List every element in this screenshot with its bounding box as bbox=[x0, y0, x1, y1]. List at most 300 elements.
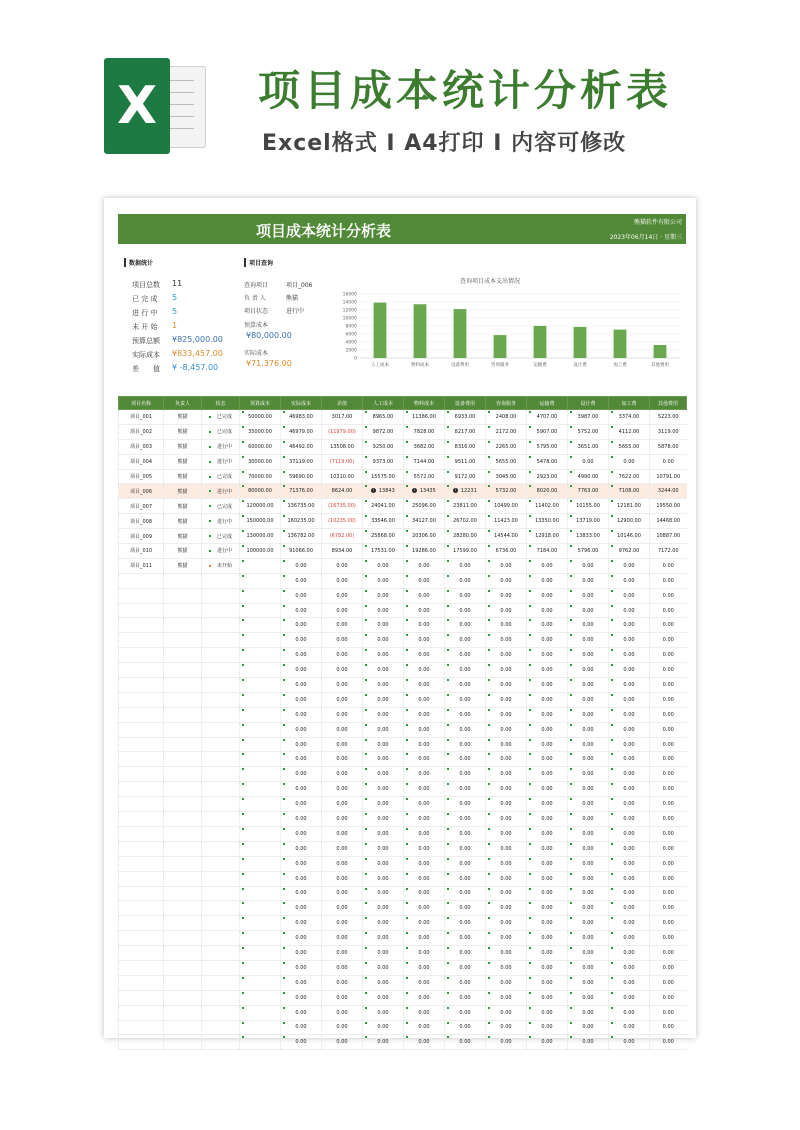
table-cell[interactable]: 0.00 bbox=[527, 1005, 568, 1020]
table-cell[interactable] bbox=[164, 1005, 202, 1020]
table-cell[interactable]: 0.00 bbox=[445, 573, 486, 588]
table-cell[interactable]: 2408.00 bbox=[486, 410, 527, 425]
table-cell[interactable]: 28280.00 bbox=[445, 529, 486, 544]
table-cell[interactable]: 0.00 bbox=[322, 722, 363, 737]
table-cell[interactable]: 0.00 bbox=[486, 752, 527, 767]
table-cell[interactable] bbox=[164, 856, 202, 871]
table-cell[interactable] bbox=[164, 603, 202, 618]
table-cell[interactable]: 0.00 bbox=[609, 633, 650, 648]
table-cell[interactable]: 进行中 bbox=[202, 454, 240, 469]
table-cell[interactable] bbox=[164, 618, 202, 633]
table-cell[interactable]: 0.00 bbox=[322, 1035, 363, 1050]
table-cell[interactable]: 进行中 bbox=[202, 544, 240, 559]
table-cell[interactable]: 0.00 bbox=[363, 633, 404, 648]
table-cell[interactable]: 0.00 bbox=[363, 826, 404, 841]
table-cell[interactable] bbox=[164, 737, 202, 752]
table-cell[interactable]: 6736.00 bbox=[486, 544, 527, 559]
table-cell[interactable] bbox=[164, 648, 202, 663]
table-cell[interactable]: 0.00 bbox=[486, 737, 527, 752]
table-cell[interactable]: 8965.00 bbox=[363, 410, 404, 425]
table-cell[interactable] bbox=[119, 588, 164, 603]
table-cell[interactable]: 26702.00 bbox=[445, 514, 486, 529]
table-cell[interactable] bbox=[164, 931, 202, 946]
table-cell[interactable] bbox=[202, 990, 240, 1005]
table-cell[interactable]: 0.00 bbox=[363, 1035, 404, 1050]
table-cell[interactable]: 0.00 bbox=[609, 812, 650, 827]
table-cell[interactable]: 0.00 bbox=[527, 588, 568, 603]
table-cell[interactable]: 91066.00 bbox=[281, 544, 322, 559]
table-cell[interactable]: 0.00 bbox=[568, 871, 609, 886]
table-cell[interactable]: 0.00 bbox=[486, 618, 527, 633]
table-cell[interactable]: 熊猫 bbox=[164, 514, 202, 529]
table-row[interactable] bbox=[119, 469, 687, 484]
table-cell[interactable]: 0.00 bbox=[568, 1005, 609, 1020]
table-cell[interactable]: 0.00 bbox=[363, 588, 404, 603]
table-cell[interactable]: 0.00 bbox=[527, 856, 568, 871]
table-cell[interactable] bbox=[240, 663, 281, 678]
table-cell[interactable]: 0.00 bbox=[322, 558, 363, 573]
table-cell[interactable] bbox=[202, 1005, 240, 1020]
table-cell[interactable]: 0.00 bbox=[445, 648, 486, 663]
table-row[interactable] bbox=[119, 424, 687, 439]
table-cell[interactable]: 3244.00 bbox=[650, 484, 687, 499]
table-row[interactable] bbox=[119, 499, 687, 514]
table-cell[interactable]: 0.00 bbox=[609, 856, 650, 871]
table-cell[interactable]: 熊猫 bbox=[164, 558, 202, 573]
table-cell[interactable] bbox=[202, 931, 240, 946]
table-cell[interactable] bbox=[202, 663, 240, 678]
table-cell[interactable]: 0.00 bbox=[527, 767, 568, 782]
table-cell[interactable]: 0.00 bbox=[609, 722, 650, 737]
table-cell[interactable]: 0.00 bbox=[486, 678, 527, 693]
table-cell[interactable] bbox=[240, 886, 281, 901]
table-cell[interactable] bbox=[164, 871, 202, 886]
table-cell[interactable]: 0.00 bbox=[650, 826, 687, 841]
table-cell[interactable]: 项目_009 bbox=[119, 529, 164, 544]
table-cell[interactable]: 0.00 bbox=[445, 1035, 486, 1050]
table-cell[interactable] bbox=[164, 826, 202, 841]
table-cell[interactable]: 0.00 bbox=[281, 648, 322, 663]
table-cell[interactable]: 0.00 bbox=[527, 1035, 568, 1050]
table-cell[interactable]: 10499.00 bbox=[486, 499, 527, 514]
table-cell[interactable] bbox=[119, 782, 164, 797]
table-cell[interactable]: 项目_006 bbox=[119, 484, 164, 499]
table-cell[interactable] bbox=[202, 737, 240, 752]
table-cell[interactable]: 0.00 bbox=[568, 841, 609, 856]
table-cell[interactable]: 11423.00 bbox=[486, 514, 527, 529]
table-cell[interactable]: 项目_004 bbox=[119, 454, 164, 469]
table-cell[interactable]: 0.00 bbox=[568, 931, 609, 946]
table-cell[interactable] bbox=[202, 633, 240, 648]
table-cell[interactable] bbox=[119, 975, 164, 990]
table-cell[interactable]: 0.00 bbox=[363, 678, 404, 693]
table-row[interactable] bbox=[119, 737, 687, 752]
table-cell[interactable]: 3017.00 bbox=[322, 410, 363, 425]
table-cell[interactable]: 0.00 bbox=[527, 752, 568, 767]
table-cell[interactable]: 0.00 bbox=[404, 737, 445, 752]
table-cell[interactable] bbox=[119, 826, 164, 841]
table-cell[interactable]: 0.00 bbox=[650, 692, 687, 707]
table-cell[interactable]: 已完成 bbox=[202, 529, 240, 544]
table-cell[interactable]: 0.00 bbox=[281, 663, 322, 678]
table-cell[interactable]: 0.00 bbox=[445, 946, 486, 961]
table-cell[interactable]: 0.00 bbox=[363, 841, 404, 856]
table-cell[interactable]: 0.00 bbox=[363, 692, 404, 707]
table-cell[interactable] bbox=[240, 648, 281, 663]
table-cell[interactable]: 0.00 bbox=[527, 990, 568, 1005]
table-cell[interactable]: 59690.00 bbox=[281, 469, 322, 484]
table-cell[interactable] bbox=[164, 916, 202, 931]
table-cell[interactable]: 0.00 bbox=[527, 707, 568, 722]
table-cell[interactable]: 0.00 bbox=[322, 886, 363, 901]
table-cell[interactable]: 0.00 bbox=[609, 826, 650, 841]
table-cell[interactable]: 0.00 bbox=[281, 990, 322, 1005]
table-cell[interactable] bbox=[202, 960, 240, 975]
table-cell[interactable]: 0.00 bbox=[404, 841, 445, 856]
table-cell[interactable] bbox=[119, 1020, 164, 1035]
table-cell[interactable]: 0.00 bbox=[404, 1005, 445, 1020]
table-cell[interactable]: 5655.00 bbox=[609, 439, 650, 454]
table-cell[interactable]: 熊猫 bbox=[164, 499, 202, 514]
table-cell[interactable]: 8624.00 bbox=[322, 484, 363, 499]
table-cell[interactable]: 已完成 bbox=[202, 469, 240, 484]
table-cell[interactable]: 未开始 bbox=[202, 558, 240, 573]
table-cell[interactable]: 5478.00 bbox=[527, 454, 568, 469]
table-cell[interactable]: 0.00 bbox=[650, 573, 687, 588]
table-cell[interactable] bbox=[164, 975, 202, 990]
table-cell[interactable]: 0.00 bbox=[363, 901, 404, 916]
table-row[interactable] bbox=[119, 812, 687, 827]
table-cell[interactable]: 0.00 bbox=[650, 603, 687, 618]
table-cell[interactable]: 0.00 bbox=[322, 752, 363, 767]
table-cell[interactable]: 0.00 bbox=[404, 648, 445, 663]
table-cell[interactable]: 4990.00 bbox=[568, 469, 609, 484]
table-cell[interactable]: 熊猫 bbox=[164, 484, 202, 499]
table-cell[interactable] bbox=[119, 767, 164, 782]
table-row[interactable] bbox=[119, 410, 687, 425]
table-cell[interactable] bbox=[202, 588, 240, 603]
table-cell[interactable]: 0.00 bbox=[281, 826, 322, 841]
table-cell[interactable] bbox=[202, 916, 240, 931]
table-cell[interactable]: 0.00 bbox=[404, 826, 445, 841]
table-cell[interactable] bbox=[119, 1005, 164, 1020]
table-cell[interactable] bbox=[240, 573, 281, 588]
table-cell[interactable] bbox=[240, 871, 281, 886]
table-cell[interactable]: 5878.00 bbox=[650, 439, 687, 454]
table-cell[interactable] bbox=[119, 678, 164, 693]
table-cell[interactable]: 0.00 bbox=[609, 573, 650, 588]
table-cell[interactable]: 0.00 bbox=[486, 633, 527, 648]
table-cell[interactable]: 0.00 bbox=[363, 886, 404, 901]
table-cell[interactable]: 0.00 bbox=[445, 901, 486, 916]
table-cell[interactable]: 0.00 bbox=[527, 648, 568, 663]
table-cell[interactable] bbox=[240, 588, 281, 603]
table-cell[interactable]: 0.00 bbox=[445, 603, 486, 618]
table-cell[interactable]: 17599.00 bbox=[445, 544, 486, 559]
table-cell[interactable] bbox=[202, 826, 240, 841]
table-cell[interactable]: 100000.00 bbox=[240, 544, 281, 559]
table-cell[interactable]: 0.00 bbox=[281, 558, 322, 573]
table-cell[interactable]: 0.00 bbox=[527, 558, 568, 573]
table-cell[interactable]: 0.00 bbox=[486, 573, 527, 588]
table-cell[interactable]: 0.00 bbox=[363, 648, 404, 663]
table-cell[interactable]: 项目_011 bbox=[119, 558, 164, 573]
table-cell[interactable]: 0.00 bbox=[281, 767, 322, 782]
table-cell[interactable] bbox=[202, 901, 240, 916]
table-cell[interactable]: 0.00 bbox=[650, 588, 687, 603]
table-cell[interactable]: (11979.00) bbox=[322, 424, 363, 439]
table-cell[interactable]: 5907.00 bbox=[527, 424, 568, 439]
table-cell[interactable]: 熊猫 bbox=[164, 439, 202, 454]
table-cell[interactable]: 0.00 bbox=[486, 1035, 527, 1050]
table-cell[interactable]: 0.00 bbox=[322, 916, 363, 931]
table-cell[interactable]: 9511.00 bbox=[445, 454, 486, 469]
table-cell[interactable]: 0.00 bbox=[527, 871, 568, 886]
table-cell[interactable]: 0.00 bbox=[404, 588, 445, 603]
table-cell[interactable]: 9373.00 bbox=[363, 454, 404, 469]
table-cell[interactable]: 0.00 bbox=[650, 797, 687, 812]
table-cell[interactable]: 13508.00 bbox=[322, 439, 363, 454]
table-cell[interactable]: 7144.00 bbox=[404, 454, 445, 469]
table-cell[interactable]: 0.00 bbox=[404, 692, 445, 707]
table-cell[interactable]: 8316.00 bbox=[445, 439, 486, 454]
table-cell[interactable]: 0.00 bbox=[486, 722, 527, 737]
table-cell[interactable]: 0.00 bbox=[281, 946, 322, 961]
table-cell[interactable]: 0.00 bbox=[363, 663, 404, 678]
table-cell[interactable]: 0.00 bbox=[445, 707, 486, 722]
table-cell[interactable]: 0.00 bbox=[609, 901, 650, 916]
table-cell[interactable]: 3682.00 bbox=[404, 439, 445, 454]
table-cell[interactable]: 3651.00 bbox=[568, 439, 609, 454]
table-cell[interactable]: 7184.00 bbox=[527, 544, 568, 559]
table-cell[interactable]: 3045.00 bbox=[486, 469, 527, 484]
table-cell[interactable]: 0.00 bbox=[568, 752, 609, 767]
table-cell[interactable] bbox=[164, 767, 202, 782]
table-cell[interactable]: 0.00 bbox=[322, 573, 363, 588]
table-cell[interactable]: 0.00 bbox=[568, 558, 609, 573]
table-cell[interactable]: 9250.00 bbox=[363, 439, 404, 454]
table-cell[interactable]: 0.00 bbox=[445, 812, 486, 827]
table-cell[interactable] bbox=[240, 826, 281, 841]
table-cell[interactable]: 0.00 bbox=[486, 1005, 527, 1020]
table-cell[interactable]: 0.00 bbox=[650, 633, 687, 648]
table-cell[interactable]: 0.00 bbox=[281, 931, 322, 946]
table-cell[interactable]: 0.00 bbox=[281, 812, 322, 827]
table-cell[interactable]: 0.00 bbox=[650, 946, 687, 961]
table-cell[interactable] bbox=[202, 752, 240, 767]
table-cell[interactable]: 0.00 bbox=[486, 946, 527, 961]
table-cell[interactable]: 0.00 bbox=[527, 692, 568, 707]
table-cell[interactable]: 0.00 bbox=[281, 871, 322, 886]
table-cell[interactable]: 46492.00 bbox=[281, 439, 322, 454]
table-cell[interactable]: 0.00 bbox=[568, 737, 609, 752]
table-cell[interactable]: 进行中 bbox=[202, 514, 240, 529]
table-cell[interactable] bbox=[119, 797, 164, 812]
table-cell[interactable]: 150000.00 bbox=[240, 514, 281, 529]
table-cell[interactable]: 0.00 bbox=[527, 603, 568, 618]
table-cell[interactable]: 0.00 bbox=[650, 1035, 687, 1050]
table-cell[interactable]: 5223.00 bbox=[650, 410, 687, 425]
table-cell[interactable]: 0.00 bbox=[527, 618, 568, 633]
table-cell[interactable]: 136735.00 bbox=[281, 499, 322, 514]
table-cell[interactable] bbox=[240, 782, 281, 797]
table-cell[interactable]: 0.00 bbox=[568, 826, 609, 841]
table-cell[interactable]: 0.00 bbox=[404, 707, 445, 722]
table-cell[interactable]: 0.00 bbox=[568, 886, 609, 901]
table-cell[interactable]: 0.00 bbox=[650, 707, 687, 722]
table-cell[interactable]: 0.00 bbox=[609, 841, 650, 856]
table-cell[interactable]: 0.00 bbox=[281, 1020, 322, 1035]
table-cell[interactable]: 0.00 bbox=[363, 990, 404, 1005]
table-cell[interactable]: 0.00 bbox=[281, 603, 322, 618]
table-cell[interactable]: 12918.00 bbox=[527, 529, 568, 544]
table-cell[interactable]: 0.00 bbox=[527, 826, 568, 841]
table-cell[interactable]: 0.00 bbox=[568, 678, 609, 693]
table-cell[interactable]: 0.00 bbox=[609, 752, 650, 767]
table-cell[interactable]: 0.00 bbox=[445, 692, 486, 707]
table-cell[interactable]: 0.00 bbox=[363, 856, 404, 871]
table-cell[interactable]: 0.00 bbox=[281, 752, 322, 767]
table-cell[interactable]: 项目_008 bbox=[119, 514, 164, 529]
table-cell[interactable] bbox=[240, 856, 281, 871]
table-cell[interactable]: 0.00 bbox=[322, 618, 363, 633]
table-cell[interactable] bbox=[240, 841, 281, 856]
table-cell[interactable]: 0.00 bbox=[404, 886, 445, 901]
table-cell[interactable]: 4707.00 bbox=[527, 410, 568, 425]
table-cell[interactable] bbox=[240, 692, 281, 707]
table-cell[interactable]: 0.00 bbox=[650, 663, 687, 678]
table-cell[interactable] bbox=[164, 573, 202, 588]
table-cell[interactable]: 0.00 bbox=[486, 707, 527, 722]
table-cell[interactable] bbox=[164, 960, 202, 975]
table-cell[interactable]: 0.00 bbox=[404, 663, 445, 678]
table-cell[interactable]: 30000.00 bbox=[240, 454, 281, 469]
table-cell[interactable]: 0.00 bbox=[486, 990, 527, 1005]
table-cell[interactable]: 13833.00 bbox=[568, 529, 609, 544]
table-cell[interactable] bbox=[240, 931, 281, 946]
table-cell[interactable]: 0.00 bbox=[404, 767, 445, 782]
table-cell[interactable]: 0.00 bbox=[568, 767, 609, 782]
table-cell[interactable]: 0.00 bbox=[445, 871, 486, 886]
table-cell[interactable]: 4112.00 bbox=[609, 424, 650, 439]
table-cell[interactable]: 0.00 bbox=[486, 841, 527, 856]
table-cell[interactable] bbox=[202, 692, 240, 707]
table-cell[interactable] bbox=[164, 797, 202, 812]
table-cell[interactable]: 0.00 bbox=[404, 678, 445, 693]
table-cell[interactable]: 7172.00 bbox=[650, 544, 687, 559]
table-cell[interactable]: 0.00 bbox=[404, 752, 445, 767]
table-cell[interactable] bbox=[164, 678, 202, 693]
table-cell[interactable] bbox=[202, 1035, 240, 1050]
table-cell[interactable]: 0.00 bbox=[404, 856, 445, 871]
table-cell[interactable]: 0.00 bbox=[609, 707, 650, 722]
table-cell[interactable]: 3119.00 bbox=[650, 424, 687, 439]
table-cell[interactable] bbox=[119, 1035, 164, 1050]
table-cell[interactable]: 10155.00 bbox=[568, 499, 609, 514]
table-cell[interactable]: 0.00 bbox=[281, 856, 322, 871]
table-row[interactable] bbox=[119, 618, 687, 633]
table-cell[interactable]: 0.00 bbox=[486, 871, 527, 886]
table-cell[interactable]: 60000.00 bbox=[240, 439, 281, 454]
table-cell[interactable]: ! 13843 bbox=[363, 484, 404, 499]
table-cell[interactable]: 0.00 bbox=[281, 692, 322, 707]
table-cell[interactable]: 项目_002 bbox=[119, 424, 164, 439]
table-cell[interactable] bbox=[119, 633, 164, 648]
table-cell[interactable]: 0.00 bbox=[322, 663, 363, 678]
table-cell[interactable]: 0.00 bbox=[445, 633, 486, 648]
table-cell[interactable]: 0.00 bbox=[445, 782, 486, 797]
table-row[interactable] bbox=[119, 871, 687, 886]
table-cell[interactable]: 0.00 bbox=[404, 1035, 445, 1050]
table-cell[interactable]: 10146.00 bbox=[609, 529, 650, 544]
table-cell[interactable]: 0.00 bbox=[363, 797, 404, 812]
table-cell[interactable]: 0.00 bbox=[527, 663, 568, 678]
table-cell[interactable] bbox=[119, 663, 164, 678]
table-cell[interactable]: 0.00 bbox=[281, 960, 322, 975]
table-row[interactable] bbox=[119, 588, 687, 603]
table-cell[interactable]: 0.00 bbox=[650, 558, 687, 573]
table-cell[interactable]: 0.00 bbox=[322, 1020, 363, 1035]
table-row[interactable] bbox=[119, 901, 687, 916]
table-cell[interactable]: 0.00 bbox=[445, 588, 486, 603]
table-cell[interactable]: 0.00 bbox=[322, 960, 363, 975]
table-cell[interactable]: 0.00 bbox=[609, 1005, 650, 1020]
table-cell[interactable]: 0.00 bbox=[527, 886, 568, 901]
table-cell[interactable]: 0.00 bbox=[322, 856, 363, 871]
table-cell[interactable]: (10235.00) bbox=[322, 514, 363, 529]
table-cell[interactable] bbox=[119, 960, 164, 975]
table-cell[interactable]: 0.00 bbox=[322, 648, 363, 663]
table-cell[interactable]: 0.00 bbox=[527, 633, 568, 648]
table-cell[interactable] bbox=[240, 633, 281, 648]
table-cell[interactable]: 11386.00 bbox=[404, 410, 445, 425]
table-cell[interactable]: 7828.00 bbox=[404, 424, 445, 439]
table-row[interactable] bbox=[119, 931, 687, 946]
table-cell[interactable]: 0.00 bbox=[322, 692, 363, 707]
table-cell[interactable] bbox=[119, 752, 164, 767]
table-cell[interactable]: 5572.00 bbox=[404, 469, 445, 484]
table-cell[interactable]: 0.00 bbox=[363, 603, 404, 618]
table-cell[interactable]: 0.00 bbox=[281, 782, 322, 797]
table-cell[interactable]: 0.00 bbox=[445, 856, 486, 871]
table-cell[interactable] bbox=[119, 722, 164, 737]
table-cell[interactable]: 0.00 bbox=[322, 633, 363, 648]
table-cell[interactable]: 0.00 bbox=[322, 707, 363, 722]
table-cell[interactable]: 6933.00 bbox=[445, 410, 486, 425]
table-cell[interactable]: 34127.00 bbox=[404, 514, 445, 529]
table-cell[interactable]: 熊猫 bbox=[164, 529, 202, 544]
table-cell[interactable]: 0.00 bbox=[609, 737, 650, 752]
table-cell[interactable] bbox=[240, 1020, 281, 1035]
table-cell[interactable]: 0.00 bbox=[404, 990, 445, 1005]
table-cell[interactable]: 已完成 bbox=[202, 410, 240, 425]
table-cell[interactable]: 0.00 bbox=[527, 960, 568, 975]
table-cell[interactable]: 0.00 bbox=[281, 678, 322, 693]
table-cell[interactable] bbox=[164, 707, 202, 722]
table-cell[interactable]: 0.00 bbox=[445, 737, 486, 752]
table-cell[interactable]: 0.00 bbox=[527, 975, 568, 990]
table-cell[interactable]: 19550.00 bbox=[650, 499, 687, 514]
table-cell[interactable]: 0.00 bbox=[404, 871, 445, 886]
table-cell[interactable]: 0.00 bbox=[404, 722, 445, 737]
table-cell[interactable]: 0.00 bbox=[322, 975, 363, 990]
table-cell[interactable]: 0.00 bbox=[404, 975, 445, 990]
table-cell[interactable]: 0.00 bbox=[281, 707, 322, 722]
table-cell[interactable] bbox=[164, 1035, 202, 1050]
table-cell[interactable]: 0.00 bbox=[445, 558, 486, 573]
table-cell[interactable]: 0.00 bbox=[404, 618, 445, 633]
table-cell[interactable] bbox=[202, 618, 240, 633]
